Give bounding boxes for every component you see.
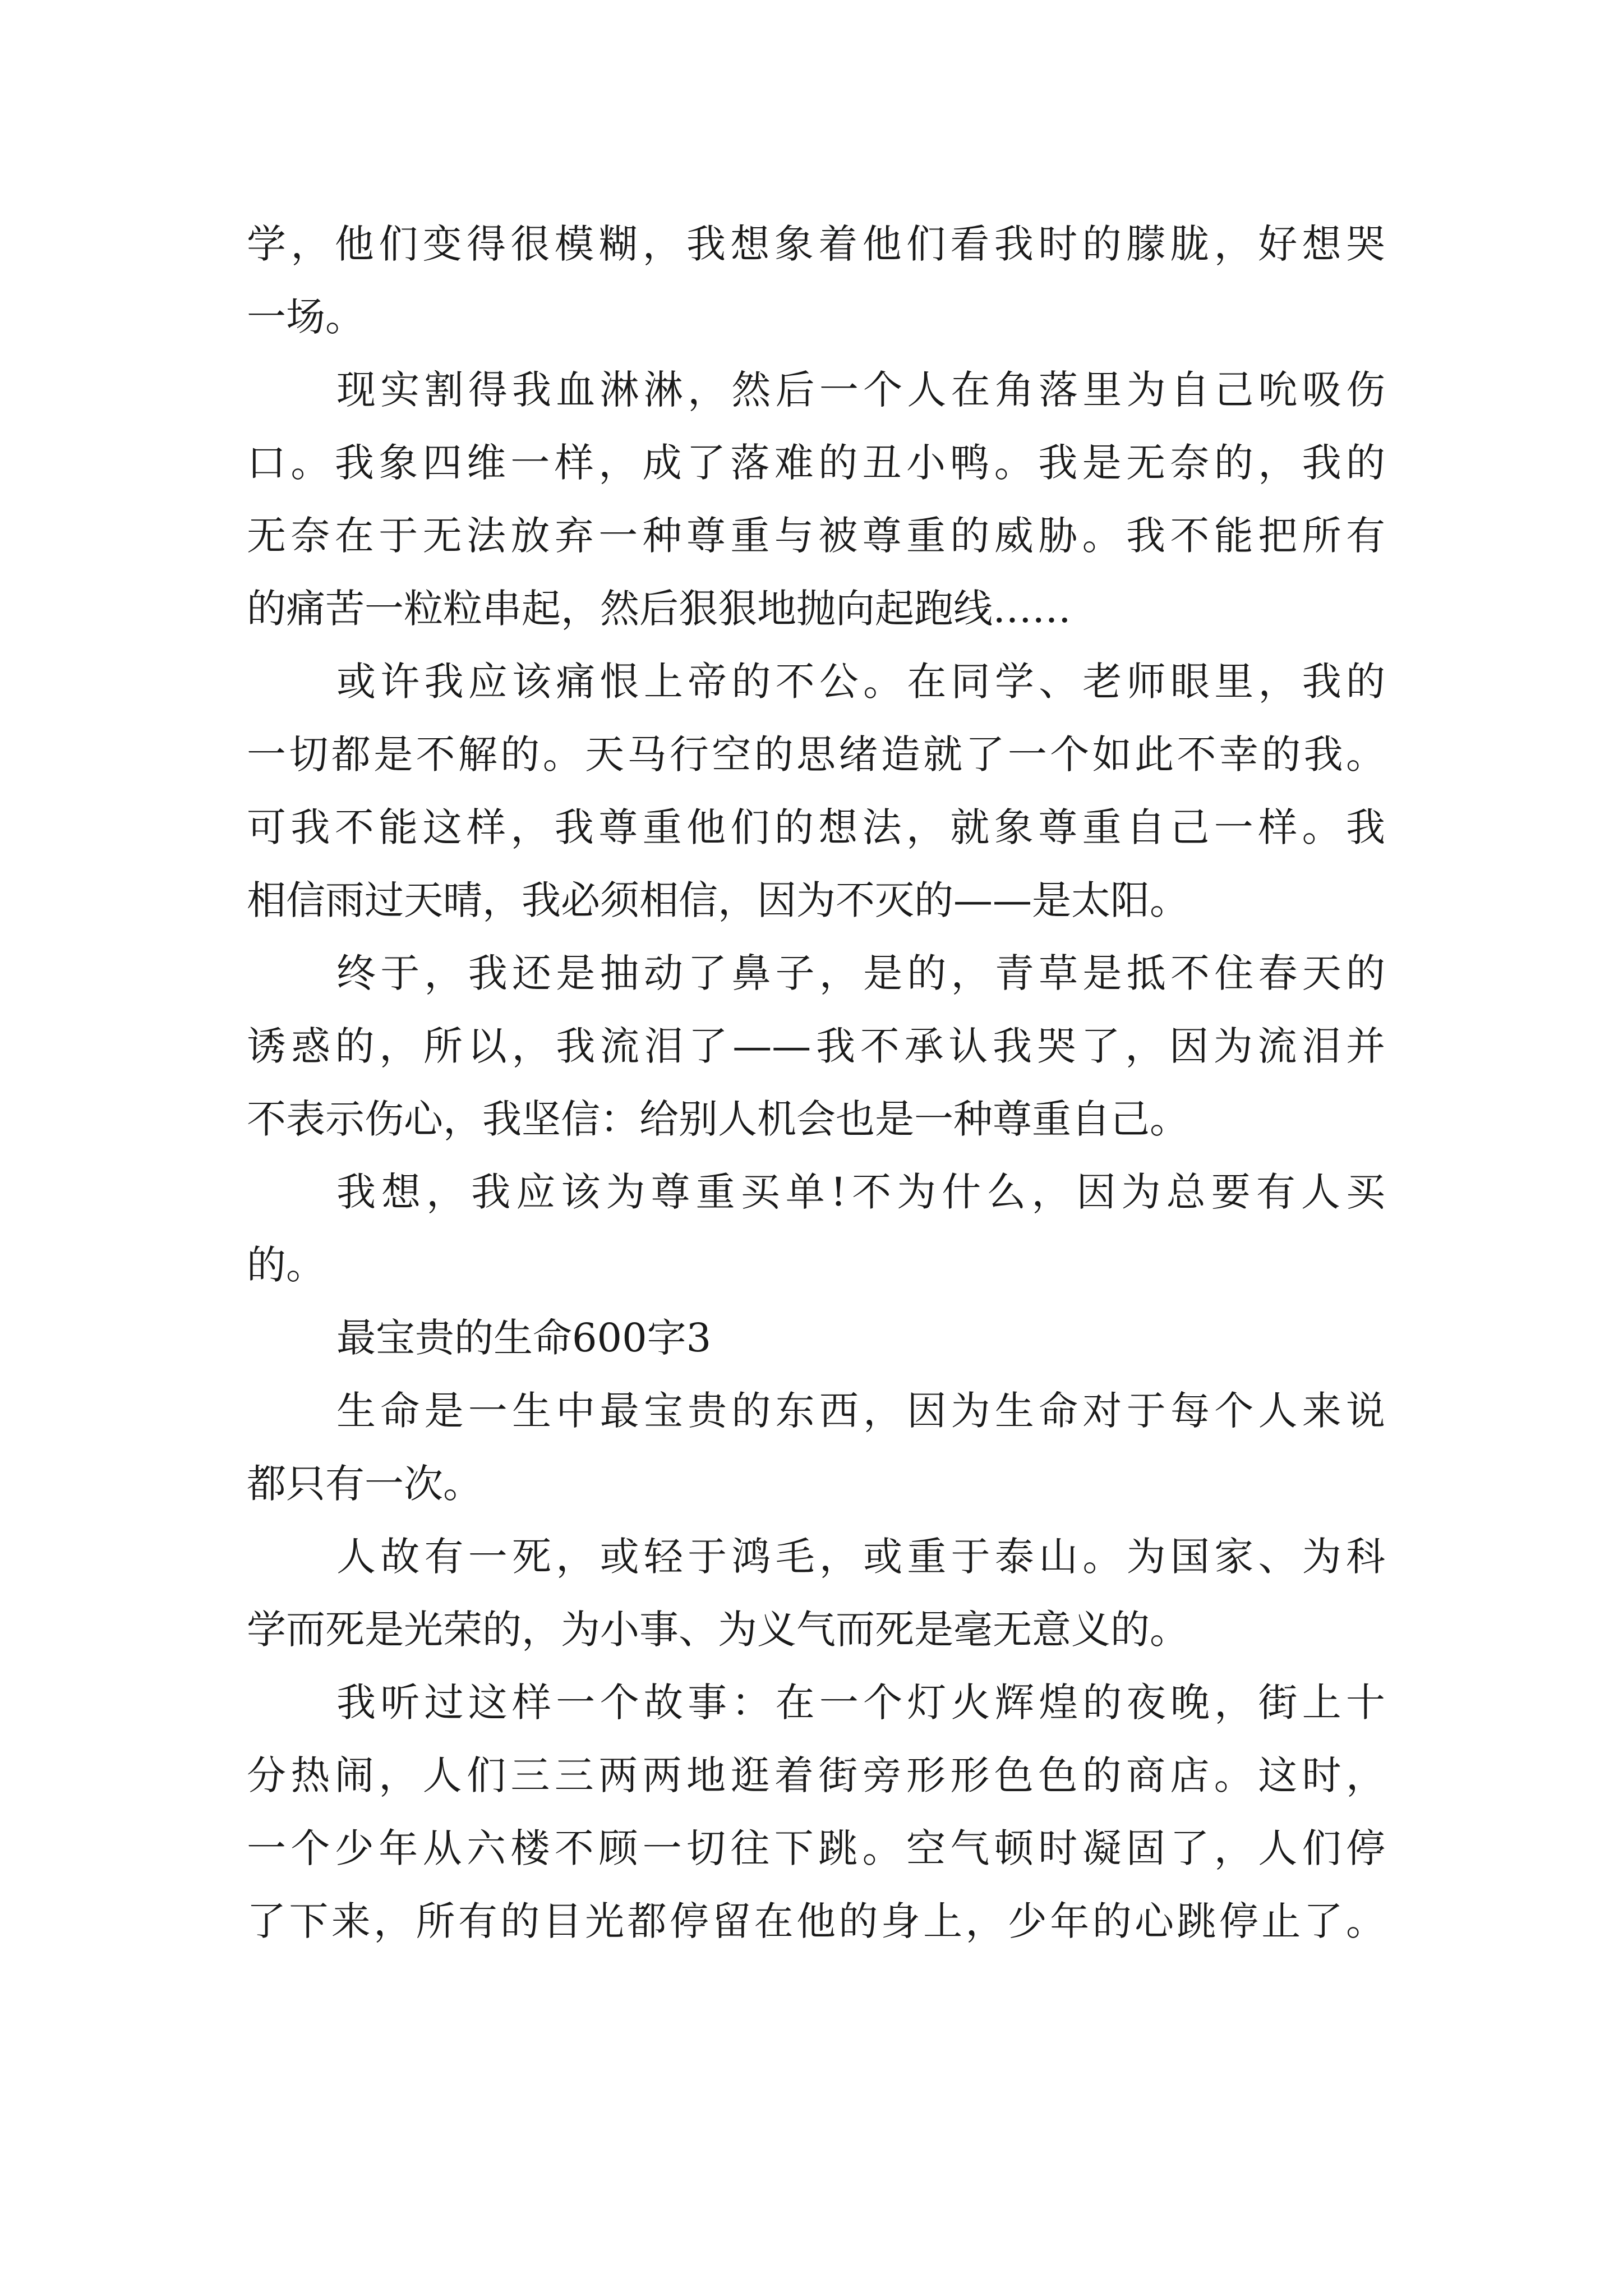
text-line: 终于，我还是抽动了鼻子，是的，青草是抵不住春天的 (336, 950, 1385, 996)
text-line: 我听过这样一个故事：在一个灯火辉煌的夜晚，街上十 (336, 1680, 1385, 1726)
text-line: 生命是一生中最宝贵的东西，因为生命对于每个人来说 (336, 1388, 1385, 1434)
text-line: 可我不能这样，我尊重他们的想法，就象尊重自己一样。我 (247, 804, 1385, 850)
text-line: 或许我应该痛恨上帝的不公。在同学、老师眼里，我的 (336, 659, 1385, 705)
text-line: 的。 (247, 1242, 325, 1288)
section-heading: 最宝贵的生命600字3 (336, 1315, 712, 1361)
text-line: 一个少年从六楼不顾一切往下跳。空气顿时凝固了，人们停 (247, 1825, 1385, 1871)
text-line: 相信雨过天晴，我必须相信，因为不灭的——是太阳。 (247, 877, 1189, 923)
text-line: 学而死是光荣的，为小事、为义气而死是毫无意义的。 (247, 1607, 1189, 1653)
text-line: 不表示伤心，我坚信：给别人机会也是一种尊重自己。 (247, 1096, 1189, 1142)
text-line: 诱惑的，所以，我流泪了——我不承认我哭了，因为流泪并 (247, 1023, 1385, 1069)
text-line: 口。我象四维一样，成了落难的丑小鸭。我是无奈的，我的 (247, 440, 1385, 486)
text-line: 了下来，所有的目光都停留在他的身上，少年的心跳停止了。 (247, 1898, 1385, 1944)
text-line: 分热闹，人们三三两两地逛着街旁形形色色的商店。这时， (247, 1752, 1385, 1798)
text-line: 现实割得我血淋淋，然后一个人在角落里为自己吮吸伤 (336, 367, 1385, 413)
text-line: 都只有一次。 (247, 1461, 482, 1507)
text-line: 的痛苦一粒粒串起，然后狠狠地抛向起跑线…… (247, 586, 1071, 632)
text-line: 一场。 (247, 294, 365, 340)
text-line: 学，他们变得很模糊，我想象着他们看我时的朦胧，好想哭 (247, 221, 1385, 267)
text-line: 我想，我应该为尊重买单!不为什么，因为总要有人买 (336, 1169, 1385, 1215)
text-line: 人故有一死，或轻于鸿毛，或重于泰山。为国家、为科 (336, 1534, 1385, 1580)
text-line: 一切都是不解的。天马行空的思绪造就了一个如此不幸的我。 (247, 731, 1385, 777)
text-line: 无奈在于无法放弃一种尊重与被尊重的威胁。我不能把所有 (247, 513, 1385, 559)
